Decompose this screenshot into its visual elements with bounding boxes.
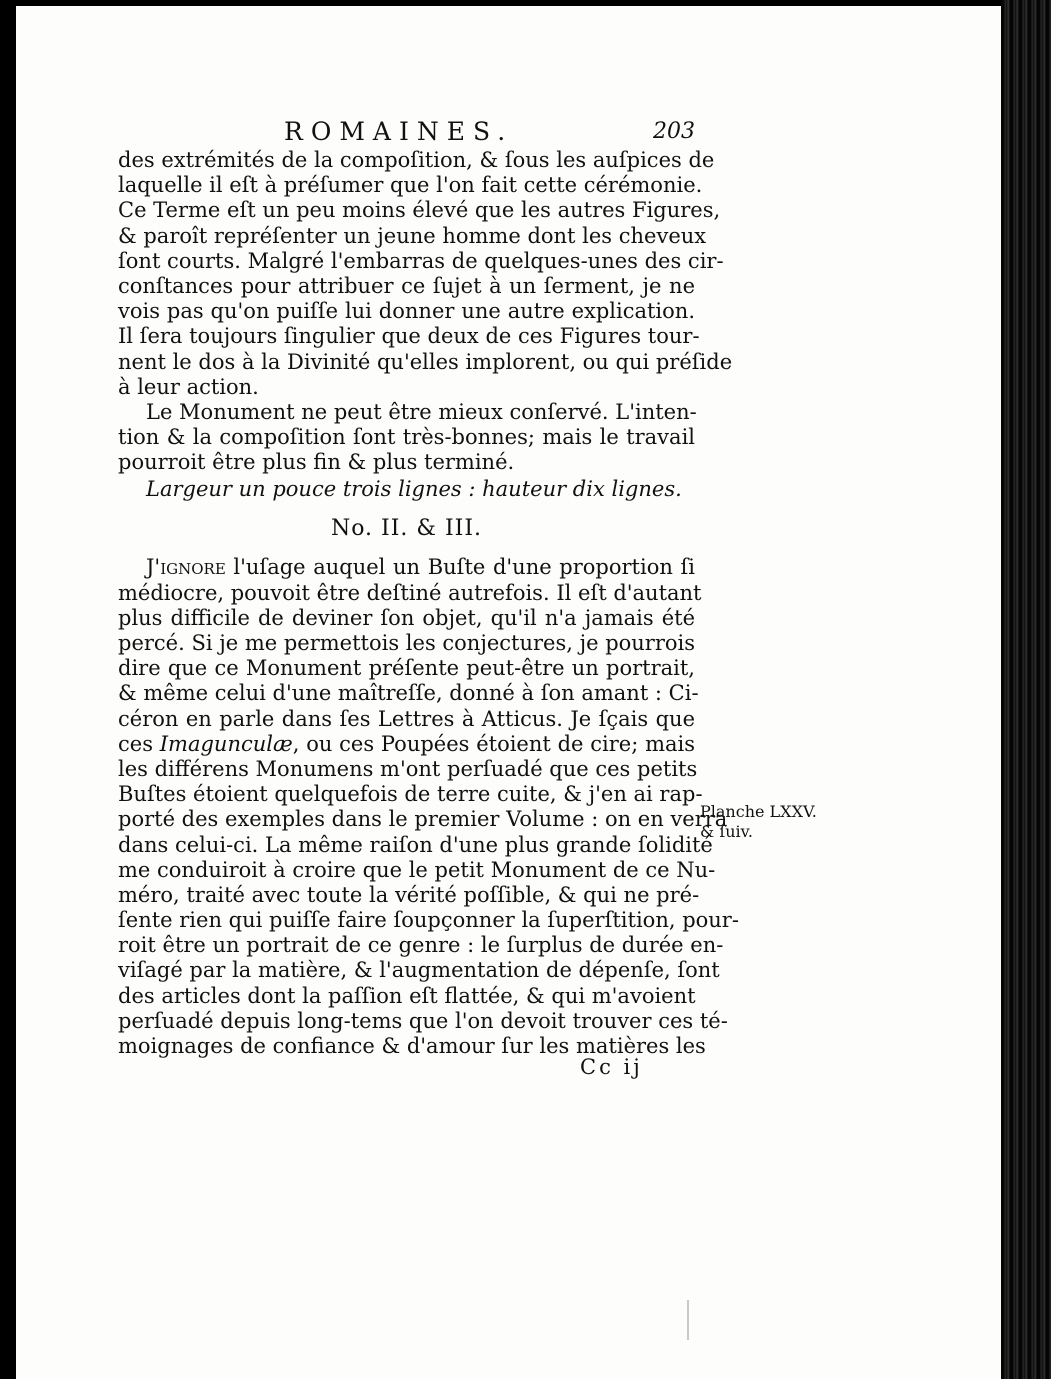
- text-line: & paroît repréſenter un jeune homme dont les cheveux: [118, 223, 707, 248]
- text-line: ſont courts. Malgré l'embarras de quelques-unes des cir-: [118, 248, 724, 273]
- text-line: médiocre, pouvoit être deſtiné autrefois. Il eſt d'autant: [118, 580, 702, 605]
- line-text: ces: [118, 731, 160, 756]
- text-line: céron en parle dans ſes Lettres à Atticus. Je ſçais que: [118, 706, 695, 731]
- section-heading: No. II. & III.: [330, 516, 483, 542]
- text-line: nent le dos à la Divinité qu'elles implorent, ou qui préſide: [118, 349, 733, 374]
- text-line: Il ſera toujours ſingulier que deux de ces Figures tour-: [118, 324, 700, 349]
- line-text: l'uſage auquel un Buſte d'une proportion ſi: [225, 555, 695, 580]
- text-line: Buſtes étoient quelquefois de terre cuite, & j'en ai rap-: [118, 782, 703, 807]
- margin-note: [700, 802, 817, 842]
- dimensions-line: Largeur un pouce trois lignes : hauteur dix lignes.: [146, 477, 682, 502]
- text-line: à leur action.: [118, 374, 259, 399]
- text-line: dire que ce Monument préſente peut-être un portrait,: [118, 656, 695, 681]
- text-line: conſtances pour attribuer ce ſujet à un ſerment, je ne: [118, 273, 695, 298]
- running-head: [118, 117, 695, 149]
- text-line: plus difficile de deviner ſon objet, qu'il n'a jamais été: [118, 605, 695, 630]
- text-line: pourroit être plus fin & plus terminé.: [118, 450, 515, 475]
- text-line: des extrémités de la compoſition, & ſous les auſpices de: [118, 148, 715, 172]
- text-line: perſuadé depuis long-tems que l'on devoit trouver ces té-: [118, 1008, 728, 1033]
- text-line: laquelle il eſt à préſumer que l'on fait cette cérémonie.: [118, 173, 703, 198]
- page-blemish: [687, 1300, 689, 1340]
- text-line: des articles dont la paſſion eſt flattée, & qui m'avoient: [118, 983, 696, 1008]
- text-line: roit être un portrait de ce genre : le ſurplus de durée en-: [118, 933, 724, 958]
- text-line: les différens Monumens m'ont perſuadé que ces petits: [118, 756, 698, 781]
- text-line: viſagé par la matière, & l'augmentation de dépenſe, ſont: [118, 958, 720, 983]
- running-title: ROMAINES.: [284, 117, 514, 146]
- text-line: [118, 555, 695, 580]
- text-line: Ce Terme eſt un peu moins élevé que les autres Figures,: [118, 198, 721, 223]
- text-line: dans celui-ci. La même raiſon d'une plus grande ſolidité: [118, 832, 713, 857]
- text-line: porté des exemples dans le premier Volume : on en verra: [118, 807, 728, 832]
- margin-note-following: & ſuiv.: [700, 822, 753, 841]
- signature-mark: Cc ij: [580, 1055, 643, 1079]
- scan-left-border: [0, 0, 16, 1379]
- opening-word: J'ignore: [146, 555, 226, 580]
- text-line: [118, 732, 695, 757]
- text-line: méro, traité avec toute la vérité poſſible, & qui ne pré-: [118, 882, 700, 907]
- text-line: moignages de confiance & d'amour ſur les matières les: [118, 1034, 706, 1058]
- text-line: tion & la compoſition ſont très-bonnes; mais le travail: [118, 425, 695, 450]
- margin-note-plate: Planche LXXV.: [700, 802, 817, 821]
- text-line: ſente rien qui puiſſe faire ſoupçonner la ſuperſtition, pour-: [118, 908, 739, 933]
- text-line: vois pas qu'on puiſſe lui donner une autre explication.: [118, 299, 695, 324]
- page-number: 203: [653, 119, 695, 144]
- scan-right-border: [1001, 0, 1051, 1379]
- text-line: percé. Si je me permettois les conjectures, je pourrois: [118, 631, 696, 655]
- latin-term: Imagunculæ: [159, 731, 293, 756]
- text-line: me conduiroit à croire que le petit Monument de ce Nu-: [118, 857, 716, 882]
- text-line: & même celui d'une maîtreſſe, donné à ſon amant : Ci-: [118, 681, 699, 706]
- text-line: Le Monument ne peut être mieux conſervé. L'inten-: [146, 399, 697, 424]
- line-text: , ou ces Poupées étoient de cire; mais: [292, 731, 695, 756]
